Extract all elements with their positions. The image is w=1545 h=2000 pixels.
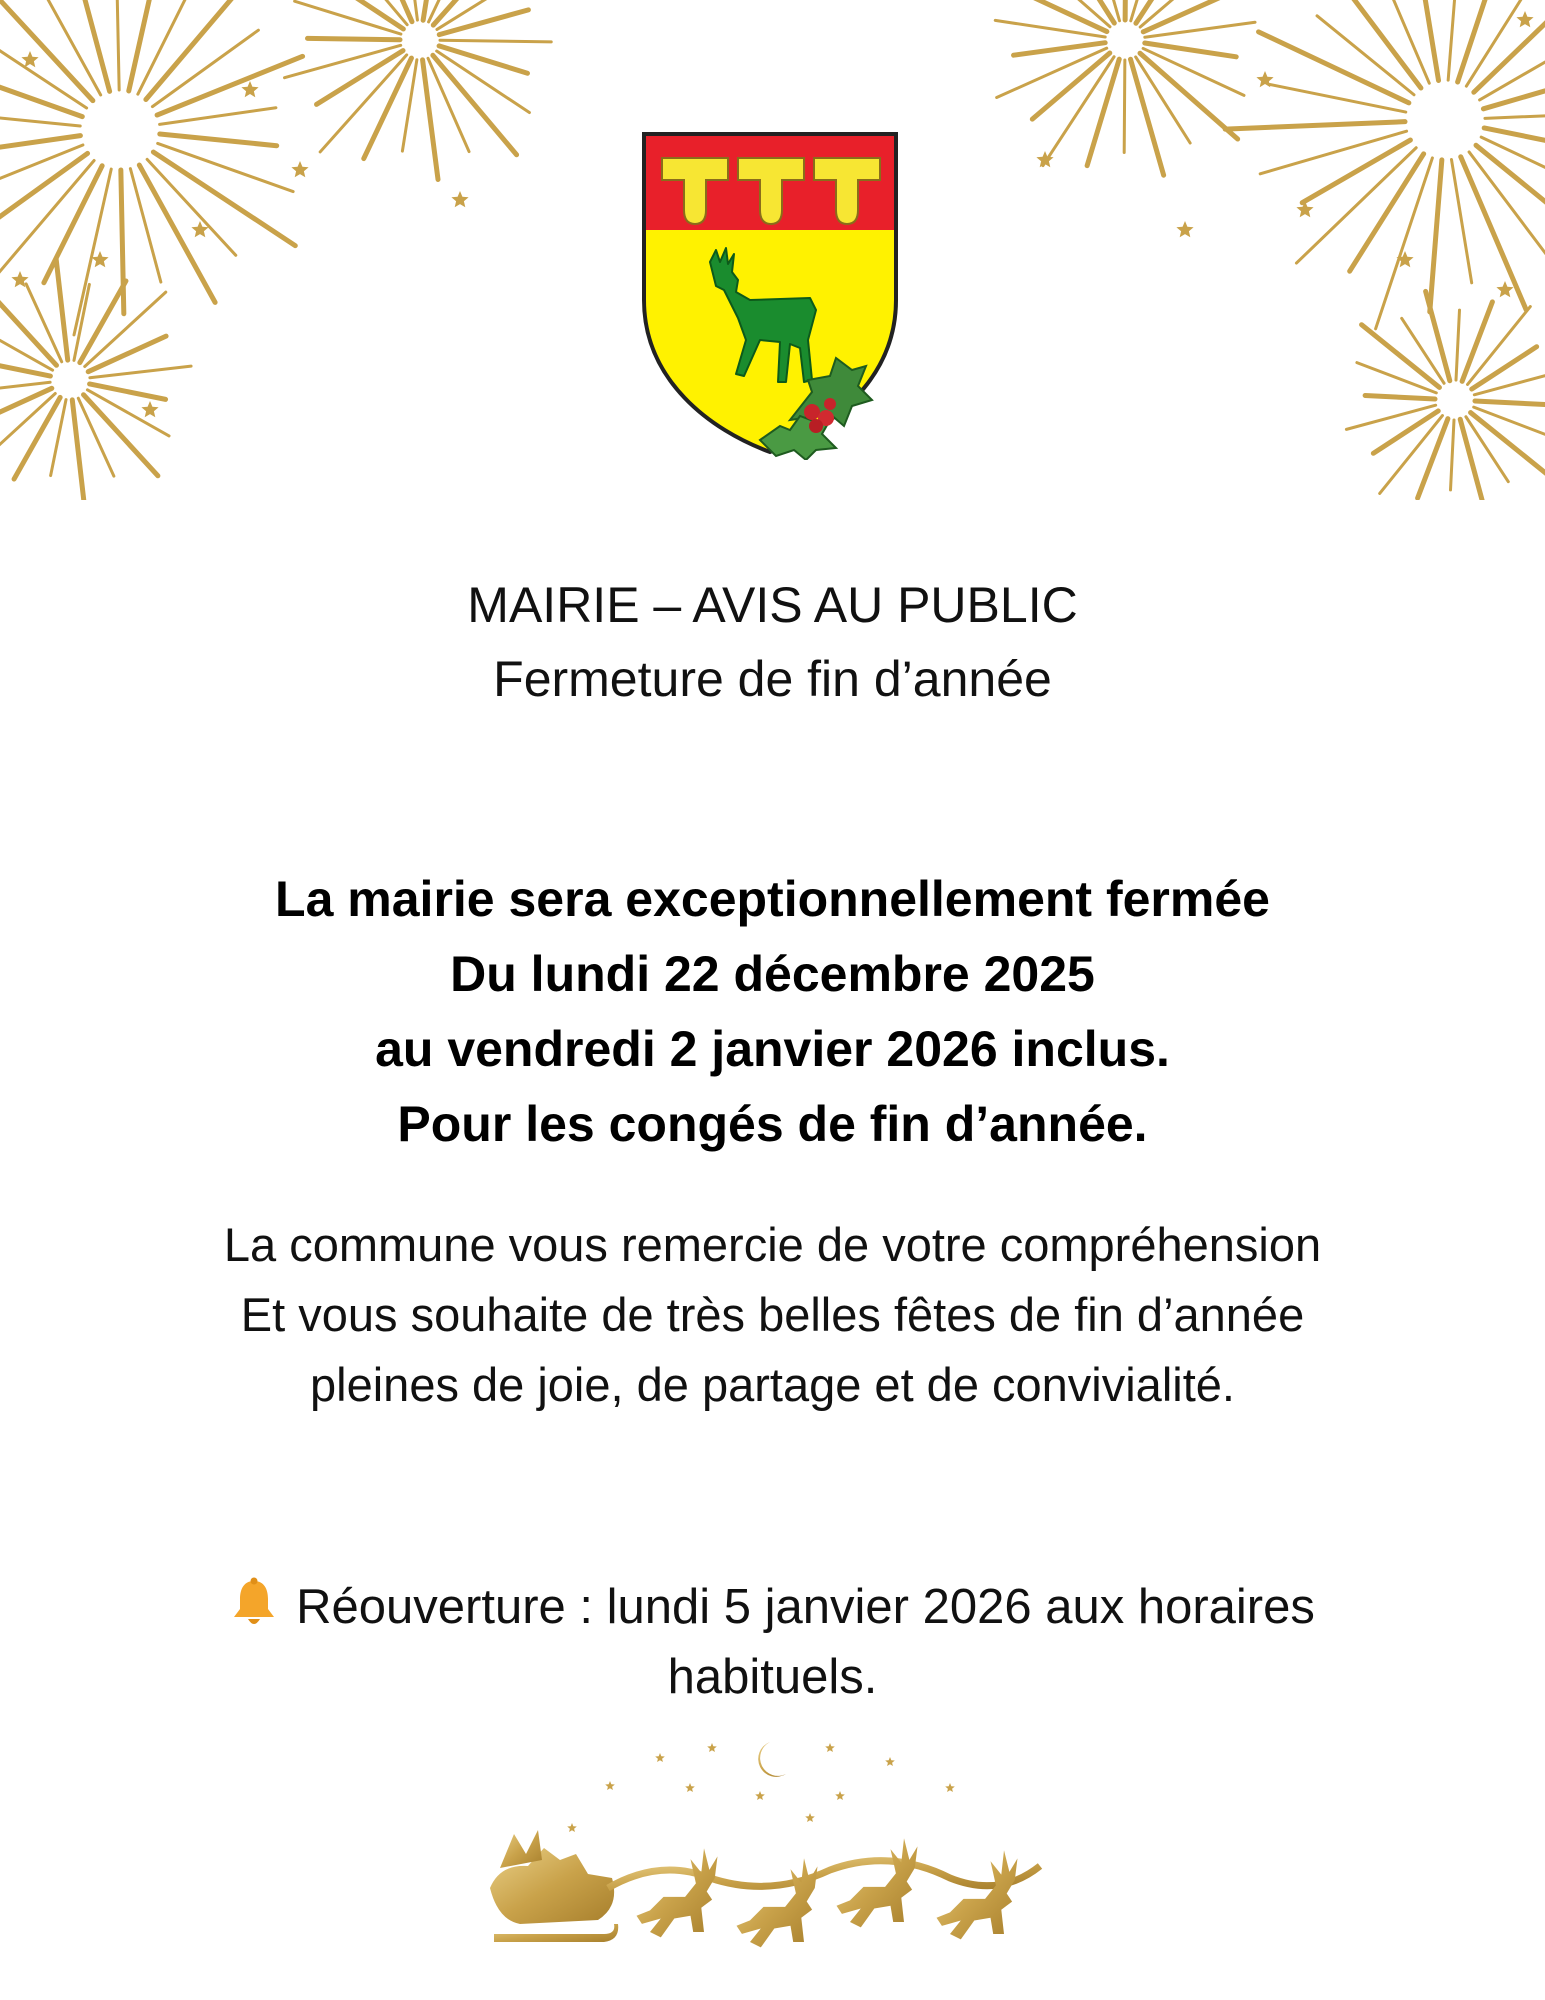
title-block bbox=[0, 568, 1545, 716]
thanks-line: Et vous souhaite de très belles fêtes de fin d’année bbox=[240, 1288, 1305, 1341]
bell-icon bbox=[230, 1577, 278, 1629]
closure-notice bbox=[0, 862, 1545, 1162]
reopening-notice bbox=[0, 1572, 1545, 1712]
thanks-line: La commune vous remercie de votre compréhension bbox=[223, 1218, 1322, 1271]
thanks-line: pleines de joie, de partage et de convivialité. bbox=[310, 1358, 1235, 1411]
coat-of-arms-icon bbox=[640, 130, 910, 460]
notice-line: Du lundi 22 décembre 2025 bbox=[450, 946, 1095, 1002]
notice-line: Pour les congés de fin d’année. bbox=[397, 1096, 1148, 1152]
reopening-line: Réouverture : lundi 5 janvier 2026 aux horaires bbox=[296, 1580, 1315, 1634]
notice-line: au vendredi 2 janvier 2026 inclus. bbox=[375, 1021, 1170, 1077]
santa-sleigh-reindeer-icon bbox=[480, 1738, 1060, 1970]
notice-line: La mairie sera exceptionnellement fermée bbox=[275, 871, 1270, 927]
reopening-line-2: habituels. bbox=[667, 1650, 878, 1704]
fireworks-top-right-icon bbox=[985, 0, 1545, 500]
page-subtitle: Fermeture de fin d’année bbox=[493, 651, 1052, 707]
thanks-message bbox=[0, 1210, 1545, 1420]
fireworks-top-left-icon bbox=[0, 0, 560, 500]
page-title: MAIRIE – AVIS AU PUBLIC bbox=[467, 577, 1078, 633]
